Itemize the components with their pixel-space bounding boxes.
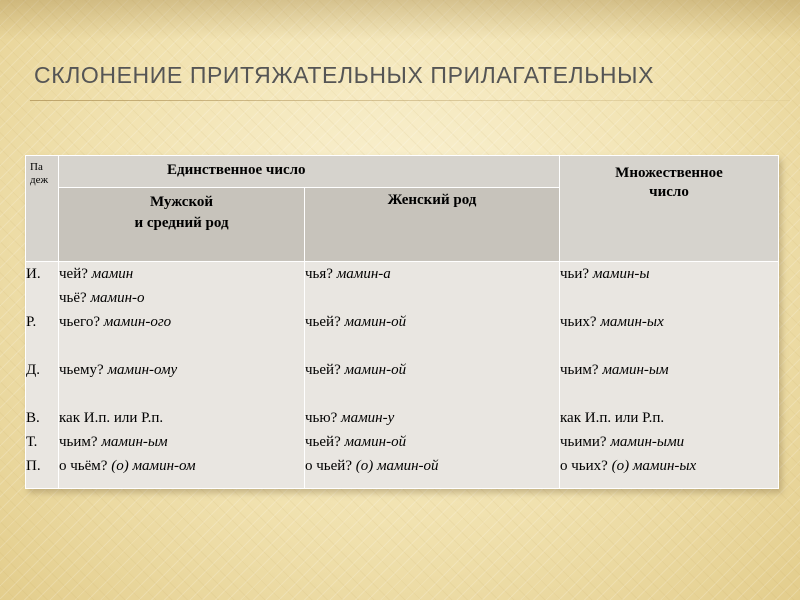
- plural-column: [560, 262, 779, 489]
- declension-table: [25, 155, 779, 489]
- example-form: мамин-ы: [592, 266, 650, 282]
- example-form: мамин-ой: [344, 314, 407, 330]
- feminine-form-row: [305, 262, 559, 286]
- plural-form-row: [560, 430, 778, 454]
- plural-form-row: [560, 406, 778, 430]
- question-word: чей?: [59, 266, 92, 282]
- plural-form-row: [560, 358, 778, 382]
- case-label: Д.: [26, 362, 40, 378]
- feminine-form-row: [305, 334, 559, 358]
- masculine-form-row: [59, 262, 304, 286]
- plural-form-row: [560, 262, 778, 286]
- example-form: мамин: [91, 266, 134, 282]
- plural-form-row: [560, 310, 778, 334]
- masculine-form-row: [59, 406, 304, 430]
- case-label: И.: [26, 266, 41, 282]
- plural-header-cell: [560, 156, 779, 262]
- example-form: мамин-а: [336, 266, 391, 282]
- question-word: чья?: [305, 266, 337, 282]
- plural-form-row: [560, 454, 778, 478]
- feminine-form-row: [305, 358, 559, 382]
- plural-form-row: [560, 334, 778, 358]
- masculine-form-row: [59, 454, 304, 478]
- masculine-form-row: [59, 334, 304, 358]
- question-word: чьей?: [305, 362, 345, 378]
- case-label: [26, 286, 58, 310]
- case-label: П.: [26, 458, 41, 474]
- feminine-header-cell: [305, 188, 560, 262]
- body-row: [26, 262, 779, 489]
- question-word: чьей?: [305, 314, 345, 330]
- example-form: мамин-о: [90, 290, 145, 306]
- case-header-line-1: Па: [30, 161, 43, 173]
- case-column: [26, 262, 59, 489]
- feminine-form-row: [305, 430, 559, 454]
- question-word: чьим?: [59, 434, 102, 450]
- question-word: о чьей?: [305, 458, 356, 474]
- feminine-form-row: [305, 310, 559, 334]
- question-word: о чьём?: [59, 458, 112, 474]
- example-form: (о) мамин-ых: [611, 458, 697, 474]
- feminine-form-row: [305, 382, 559, 406]
- case-label: Р.: [26, 314, 37, 330]
- example-form: мамин-ой: [344, 362, 407, 378]
- question-word: чьим?: [560, 362, 603, 378]
- question-word: чьей?: [305, 434, 345, 450]
- question-word: чьё?: [59, 290, 91, 306]
- masculine-header-line-1: Мужской: [149, 194, 214, 210]
- header-row-1: [26, 156, 779, 188]
- question-word: как И.п. или Р.п.: [560, 410, 665, 426]
- example-form: мамин-ыми: [610, 434, 685, 450]
- question-word: чьими?: [560, 434, 611, 450]
- plural-header-line-1: Множественное: [615, 165, 723, 181]
- question-word: о чьих?: [560, 458, 612, 474]
- feminine-form-row: [305, 286, 559, 310]
- example-form: мамин-ым: [101, 434, 168, 450]
- question-word: чьему?: [59, 362, 108, 378]
- case-label: [26, 334, 58, 358]
- masculine-header-line-2: и средний род: [134, 215, 229, 231]
- feminine-column: [305, 262, 560, 489]
- feminine-form-row: [305, 454, 559, 478]
- example-form: (о) мамин-ой: [355, 458, 439, 474]
- masculine-form-row: [59, 382, 304, 406]
- case-label: В.: [26, 410, 40, 426]
- example-form: мамин-ым: [602, 362, 669, 378]
- example-form: мамин-ой: [344, 434, 407, 450]
- question-word: чьих?: [560, 314, 601, 330]
- case-label: Т.: [26, 434, 38, 450]
- title-divider: [30, 100, 790, 101]
- masculine-header: [59, 188, 304, 234]
- plural-header: [560, 156, 778, 202]
- masculine-header-cell: [59, 188, 305, 262]
- example-form: мамин-у: [341, 410, 395, 426]
- question-word: как И.п. или Р.п.: [59, 410, 164, 426]
- singular-header-cell: [59, 156, 560, 188]
- masculine-column: [59, 262, 305, 489]
- example-form: мамин-ого: [103, 314, 172, 330]
- slide-title: СКЛОНЕНИЕ ПРИТЯЖАТЕЛЬНЫХ ПРИЛАГАТЕЛЬНЫХ: [34, 62, 655, 88]
- case-header-line-2: деж: [30, 174, 49, 186]
- masculine-form-row: [59, 286, 304, 310]
- case-header: [26, 156, 58, 187]
- question-word: чьи?: [560, 266, 593, 282]
- example-form: (о) мамин-ом: [111, 458, 196, 474]
- plural-header-line-2: число: [649, 184, 689, 200]
- example-form: мамин-ых: [600, 314, 664, 330]
- plural-form-row: [560, 382, 778, 406]
- example-form: мамин-ому: [107, 362, 178, 378]
- case-header-cell: [26, 156, 59, 262]
- feminine-header: Женский род: [387, 192, 477, 208]
- masculine-form-row: [59, 310, 304, 334]
- masculine-form-row: [59, 358, 304, 382]
- question-word: чьего?: [59, 314, 104, 330]
- singular-header: Единственное число: [167, 162, 306, 178]
- masculine-form-row: [59, 430, 304, 454]
- feminine-form-row: [305, 406, 559, 430]
- plural-form-row: [560, 286, 778, 310]
- case-label: [26, 382, 58, 406]
- slide-top-shadow: [0, 0, 800, 40]
- question-word: чью?: [305, 410, 341, 426]
